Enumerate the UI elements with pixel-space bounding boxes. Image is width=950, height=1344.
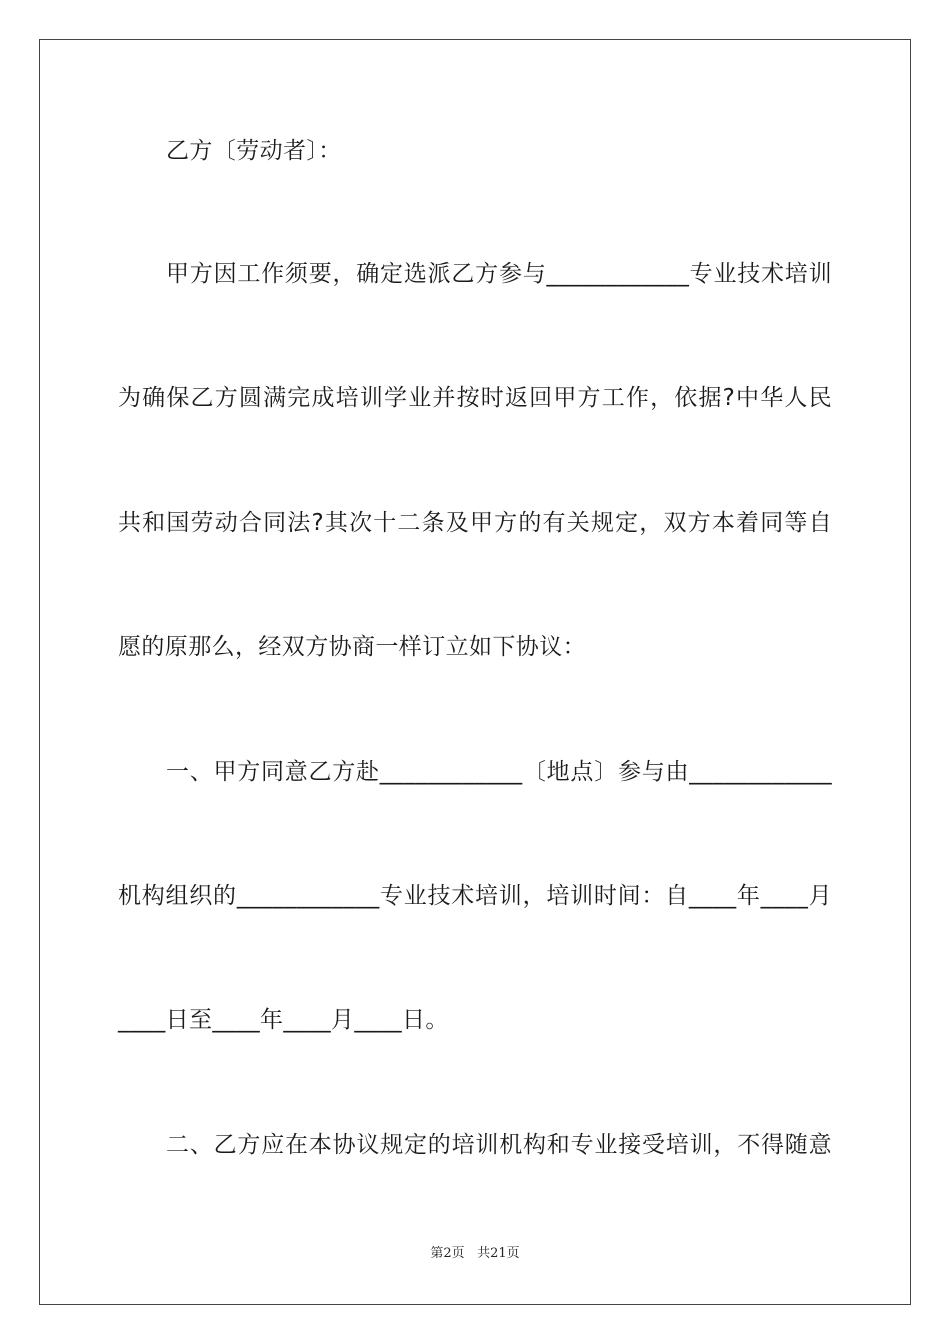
text-line-paragraph-intro-4: 愿的原那么，经双方协商一样订立如下协议：: [118, 634, 586, 660]
page-number: 第2页: [430, 1246, 465, 1261]
text-line-paragraph-intro-3: 共和国劳动合同法?其次十二条及甲方的有关规定，双方本着同等自: [118, 510, 832, 536]
text-line-paragraph-intro-2: 为确保乙方圆满完成培训学业并按时返回甲方工作，依据?中华人民: [118, 385, 832, 411]
text-line-clause-1-b: 机构组织的____________专业技术培训，培训时间：自____年____月: [118, 883, 832, 909]
page-footer: [0, 1244, 950, 1264]
text-line-clause-2-a: 二、乙方应在本协议规定的培训机构和专业接受培训，不得随意: [166, 1132, 832, 1158]
text-line-paragraph-intro-1: 甲方因工作须要，确定选派乙方参与____________专业技术培训: [166, 261, 832, 287]
text-line-party-b: 乙方〔劳动者〕：: [166, 138, 342, 164]
text-line-clause-1-c: ____日至____年____月____日。: [118, 1007, 449, 1033]
page-total: 共21页: [477, 1246, 520, 1261]
text-line-clause-1-a: 一、甲方同意乙方赴____________〔地点〕参与由____________: [166, 759, 832, 785]
page-border: [39, 39, 911, 1305]
